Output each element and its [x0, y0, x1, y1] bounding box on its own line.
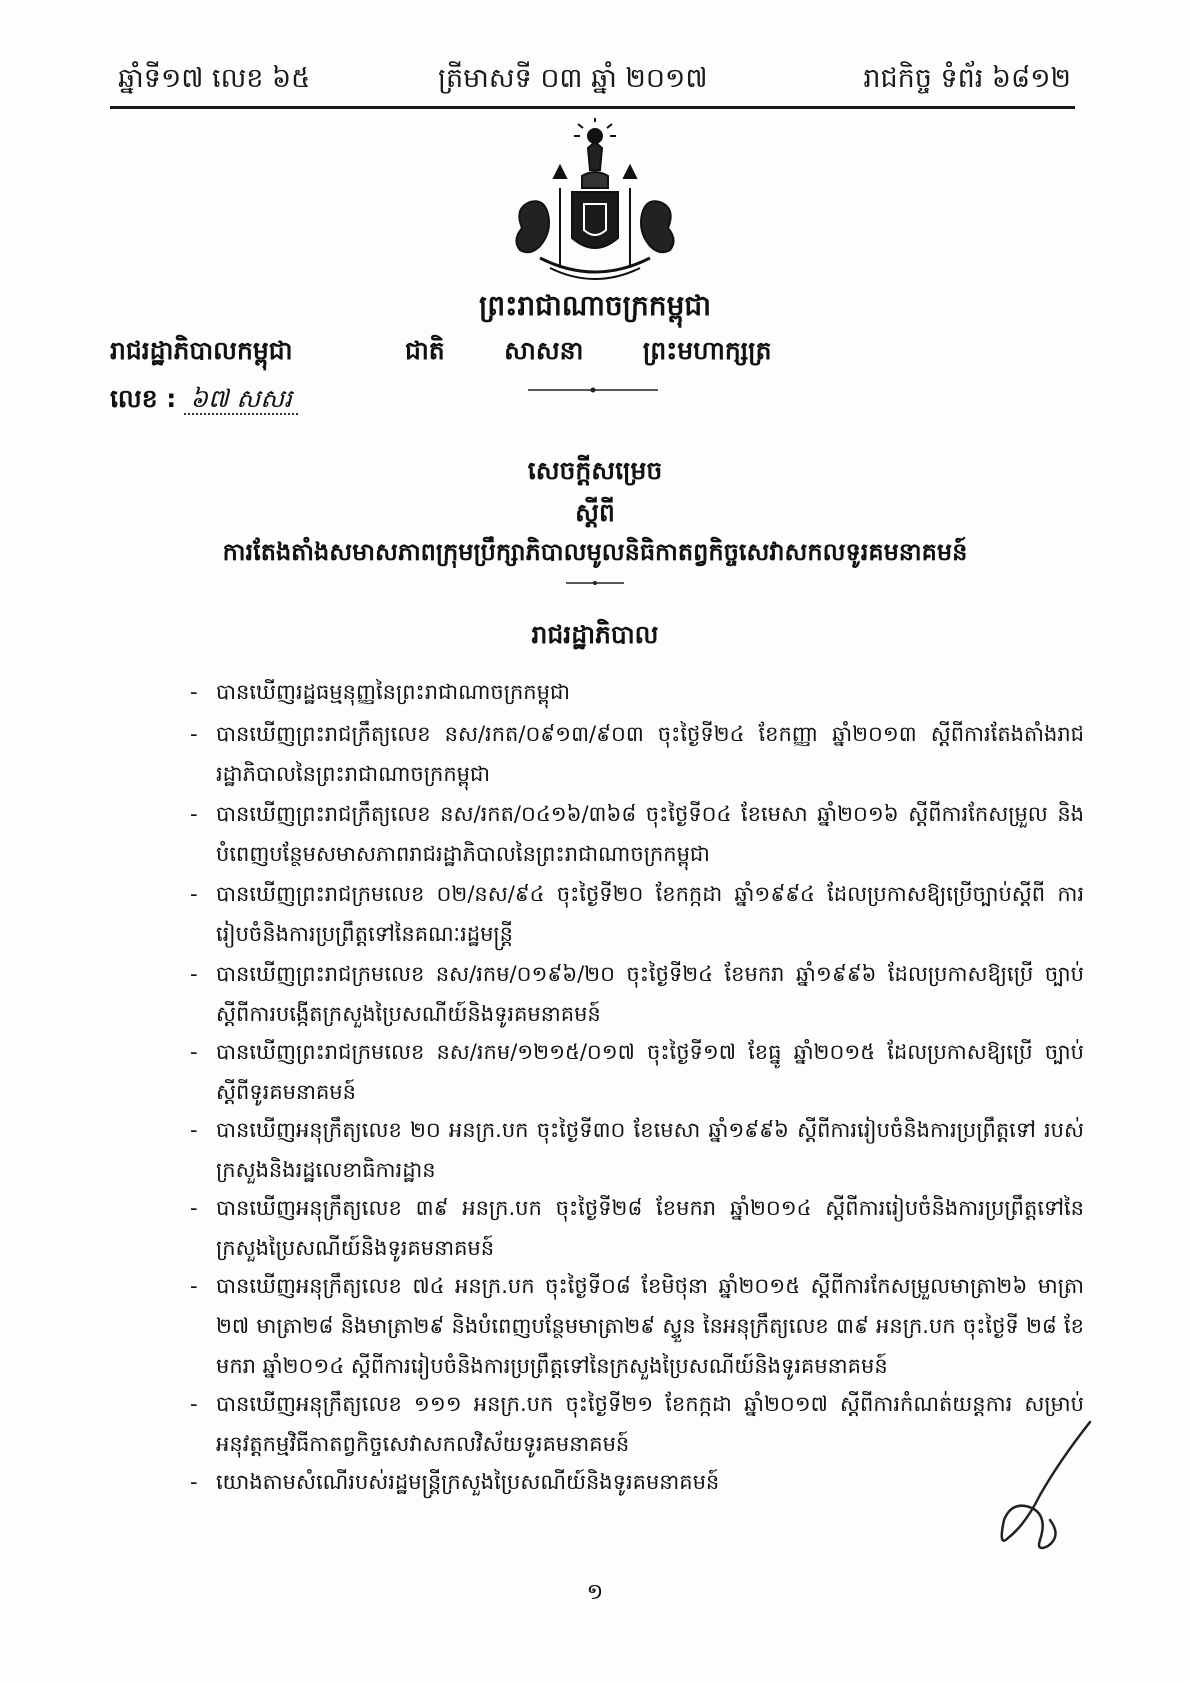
gazette-quarter: ត្រីមាសទី ០៣ ឆ្នាំ ២០១៧: [438, 63, 708, 94]
preamble-bullet: -: [190, 1274, 198, 1298]
motto-king: ព្រះមហាក្សត្រ: [642, 336, 772, 365]
preamble-bullet: -: [190, 1196, 198, 1220]
decision-subject: ការតែងតាំងសមាសភាពក្រុមប្រឹក្សាភិបាលមូលនិធិកាតព្វកិច្ចសេវាសកលទូរគមនាគមន៍: [222, 538, 968, 566]
issuer-name: រាជរដ្ឋាភិបាលកម្ពុជា: [110, 336, 293, 365]
preamble-text: បានឃើញអនុក្រឹត្យលេខ ២០ អនក្រ.បក ចុះថ្ងៃទី៣០ ខែមេសា ឆ្នាំ១៩៩៦ ស្តីពីការរៀបចំនិងការប្រព្រឹត្តទៅ របស់ក្រសួងនិងរដ្ឋលេខាធិការដ្ឋាន: [216, 1118, 1084, 1182]
motto-religion: សាសនា: [504, 336, 584, 365]
preamble-text: បានឃើញព្រះរាជក្រមលេខ នស/រកម/១២១៥/០១៧ ចុះថ្ងៃទី១៧ ខែធ្នូ ឆ្នាំ២០១៥ ដែលប្រកាសឱ្យប្រើ ច្បាប់ស្តីពីទូរគមនាគមន៍: [216, 1040, 1084, 1104]
decision-title: សេចក្តីសម្រេច: [527, 456, 663, 485]
motto-nation: ជាតិ: [405, 336, 445, 365]
preamble-bullet: -: [190, 1470, 198, 1494]
preamble-bullet: -: [190, 882, 198, 906]
preamble-bullet: -: [190, 1392, 198, 1416]
preamble-text: បានឃើញអនុក្រឹត្យលេខ ៧៤ អនក្រ.បក ចុះថ្ងៃទី០៨ ខែមិថុនា ឆ្នាំ២០១៥ ស្តីពីការកែសម្រួលមាត្រា២៦ មាត្រា ២៧ មាត្រា២៨ និងមាត្រា២៩ និងបំពេញបន្ថែមមាត្រា២៩ ស្ទួន នៃអនុក្រឹត្យលេខ ៣៩ អនក្រ.បក ចុះថ្ងៃទី ២៨ ខែមករា ឆ្នាំ២០១៤ ស្តីពីការរៀបចំនិងការប្រព្រឹត្តទៅនៃក្រសួងប្រៃសណីយ៍និងទូរគមនាគមន៍: [216, 1274, 1084, 1378]
preamble-text: បានឃើញរដ្ឋធម្មនុញ្ញនៃព្រះរាជាណាចក្រកម្ពុជា: [216, 680, 570, 704]
document-number-value: ៦៧ សសរ: [184, 384, 298, 415]
national-motto: [405, 336, 785, 372]
preamble-bullet: -: [190, 1040, 198, 1064]
preamble-text: បានឃើញព្រះរាជក្រឹត្យលេខ នស/រកត/០៩១៣/៩០៣ ចុះថ្ងៃទី២៤ ខែកញ្ញា ឆ្នាំ២០១៣ ស្តីពីការតែងតាំងរាជរដ្ឋាភិបាលនៃព្រះរាជាណាចក្រកម្ពុជា: [216, 722, 1084, 786]
document-number: [110, 384, 298, 420]
issuing-authority: រាជរដ្ឋាភិបាល: [531, 620, 659, 649]
subject-ornament: [566, 580, 624, 586]
preamble-text: បានឃើញអនុក្រឹត្យលេខ ៣៩ អនក្រ.បក ចុះថ្ងៃទី២៨ ខែមករា ឆ្នាំ២០១៤ ស្តីពីការរៀបចំនិងការប្រព្រឹត្តទៅនៃ ក្រសួងប្រៃសណីយ៍និងទូរគមនាគមន៍: [216, 1196, 1084, 1260]
handwritten-initials: [990, 1420, 1100, 1555]
preamble-bullet: -: [190, 722, 198, 746]
preamble-text: បានឃើញអនុក្រឹត្យលេខ ១១១ អនក្រ.បក ចុះថ្ងៃទី២១ ខែកក្កដា ឆ្នាំ២០១៧ ស្តីពីការកំណត់យន្តការ សម្រាប់អនុវត្តកម្មវិធីកាតព្វកិច្ចសេវាសកលវិស័យទូរគមនាគមន៍: [216, 1392, 1084, 1456]
preamble-text: បានឃើញព្រះរាជក្រមលេខ នស/រកម/០១៩៦/២០ ចុះថ្ងៃទី២៤ ខែមករា ឆ្នាំ១៩៩៦ ដែលប្រកាសឱ្យប្រើ ច្បាប់ស្តីពីការបង្កើតក្រសួងប្រៃសណីយ៍និងទូរគមនាគមន៍: [216, 962, 1084, 1026]
preamble-bullet: -: [190, 802, 198, 826]
gazette-year-issue: ឆ្នាំទី១៧ លេខ ៦៥: [118, 63, 311, 94]
royal-arms-emblem: [500, 118, 690, 288]
preamble-text: បានឃើញព្រះរាជក្រមលេខ ០២/នស/៩៤ ចុះថ្ងៃទី២០ ខែកក្កដា ឆ្នាំ១៩៩៤ ដែលប្រកាសឱ្យប្រើច្បាប់ស្តីពី ការរៀបចំនិងការប្រព្រឹត្តទៅនៃគណៈរដ្ឋមន្ត្រី: [216, 882, 1084, 946]
preamble-text: យោងតាមសំណើរបស់រដ្ឋមន្ត្រីក្រសួងប្រៃសណីយ៍និងទូរគមនាគមន៍: [216, 1470, 720, 1494]
preamble-bullet: -: [190, 962, 198, 986]
document-number-label: លេខ :: [110, 384, 177, 413]
gazette-page-ref: រាជកិច្ច ទំព័រ ៦៨១២: [863, 63, 1071, 94]
preamble-bullet: -: [190, 680, 198, 704]
header-rule: [110, 106, 1075, 109]
preamble-text: បានឃើញព្រះរាជក្រឹត្យលេខ នស/រកត/០៤១៦/៣៦៨ ចុះថ្ងៃទី០៤ ខែមេសា ឆ្នាំ២០១៦ ស្តីពីការកែសម្រួល និងបំពេញបន្ថែមសមាសភាពរាជរដ្ឋាភិបាលនៃព្រះរាជាណាចក្រកម្ពុជា: [216, 802, 1084, 866]
page-number: ១: [586, 1580, 604, 1605]
kingdom-name: ព្រះរាជាណាចក្រកម្ពុជា: [478, 289, 711, 322]
decision-about: ស្តីពី: [575, 498, 615, 527]
motto-ornament: [528, 386, 658, 394]
preamble-bullet: -: [190, 1118, 198, 1142]
gazette-header: [110, 58, 1075, 108]
